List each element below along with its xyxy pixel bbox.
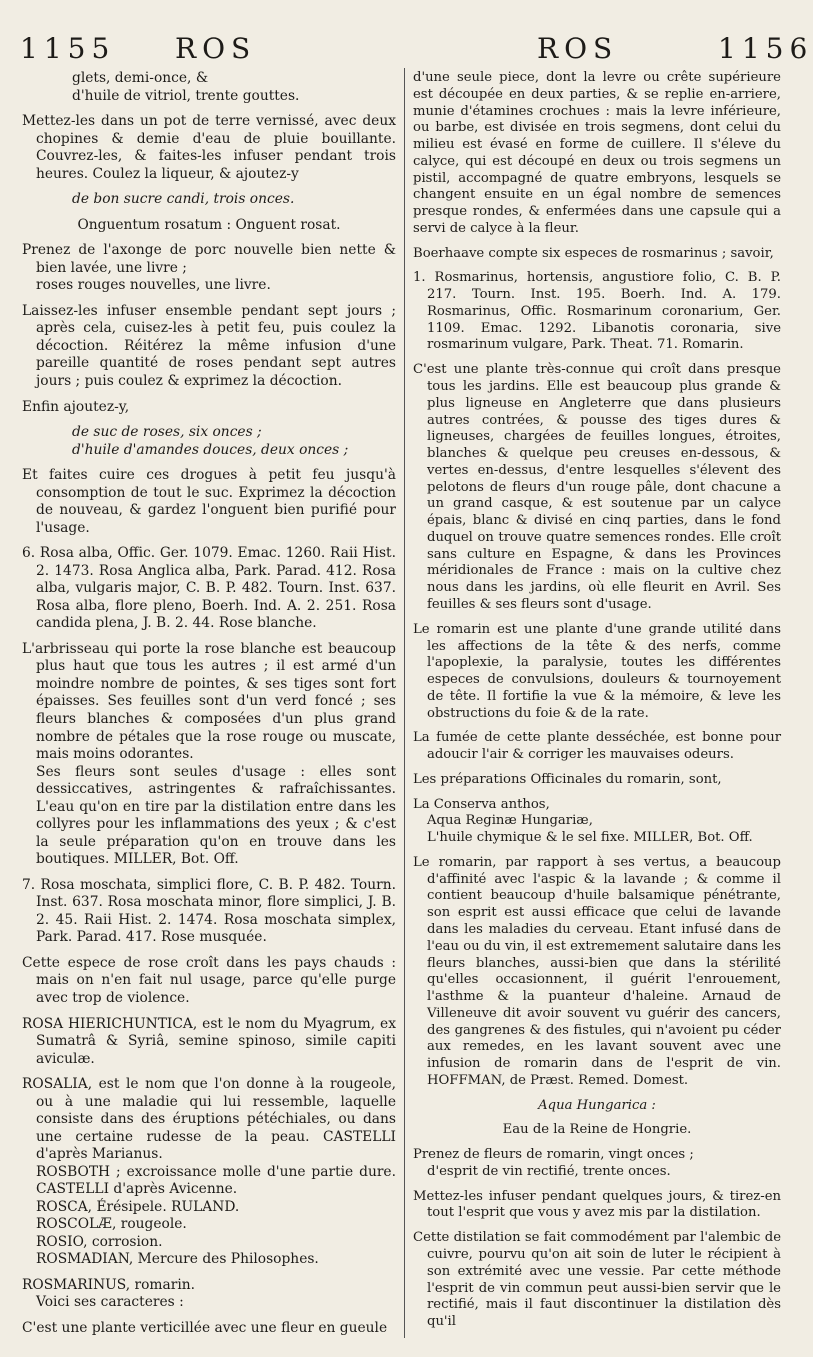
right-column (413, 70, 781, 1339)
paragraph: glets, demi-once, & d'huile de vitriol, trente gouttes. (72, 70, 300, 104)
paragraph: Le romarin, par rapport à ses vertus, a beaucoup d'affinité avec l'aspic & la lavande ; & comme il contient beaucoup d'huile balsamique pénétrante, son esprit est aussi efficace que celui de lavande dans les maladies du cerveau. Etant infusé dans de l'eau ou du vin, il est extremement salutaire dans les fleurs blanches, aussi-bien que dans la stérilité qu'elles occasionnent, il guérit l'enrouement, l'asthme & la puanteur d'haleine. Arnaud de Villeneuve dit avoir souvent vu guérir des cancers, des gangrenes & des fistules, qui n'avoient pu céder aux remedes, en les lavant souvent avec une infusion de romarin dans de l'esprit de vin. HOFFMAN, de Præst. Remed. Domest. (413, 854, 782, 1088)
paragraph: ROSMARINUS, romarin. Voici ses caracteres : (22, 1276, 195, 1311)
paragraph: de suc de roses, six onces ; d'huile d'amandes douces, deux onces ; (72, 424, 349, 458)
paragraph: d'une seule piece, dont la levre ou crête supérieure est découpée en deux parties, & se replie en-arriere, munie d'étamines crochues : mais la levre inférieure, ou barbe, est divisée en trois segmens, dont celui du milieu est évasé en forme de cuillere. Il s'éleve du calyce, qui est découpé en deux ou trois segmens un pistil, accompagné de quatre embryons, lesquels se changent ensuite en un égal nombre de semences presque rondes, & enfermées dans une capsule qui a servi de calyce à la fleur. (413, 70, 781, 236)
paragraph: Eau de la Reine de Hongrie. (502, 1122, 692, 1138)
paragraph: Cette distilation se fait commodément par l'alembic de cuivre, pourvu qu'on ait soin de luter le récipient à son extrémité avec une vessie. Par cette méthode l'esprit de vin commun peut aussi-bien servir que le rectifié, mais il faut discontinuer la distilation dès qu'il (413, 1230, 781, 1330)
paragraph: La fumée de cette plante desséchée, est bonne pour adoucir l'air & corriger les mauvaises odeurs. (413, 730, 781, 763)
paragraph: ROSA HIERICHUNTICA, est le nom du Myagrum, ex Sumatrâ & Syriâ, semine spinoso, simile capiti aviculæ. (22, 1015, 396, 1067)
paragraph: Aqua Hungarica : (538, 1097, 656, 1113)
paragraph: Les préparations Officinales du romarin, sont, (413, 771, 722, 787)
page-number-right: 1156 (718, 32, 813, 65)
paragraph: Enfin ajoutez-y, (22, 398, 130, 415)
column-divider (404, 68, 405, 1338)
paragraph: Et faites cuire ces drogues à petit feu jusqu'à consomption de tout le suc. Exprimez la décoction de nouveau, & gardez l'onguent bien purifié pour l'usage. (22, 467, 396, 536)
paragraph: Mettez-les dans un pot de terre vernissé, avec deux chopines & demie d'eau de pluie bouillante. Couvrez-les, & faites-les infuser pendant trois heures. Coulez la liqueur, & ajoutez-y (22, 113, 396, 182)
paragraph: Le romarin est une plante d'une grande utilité dans les affections de la tête & des nerfs, comme l'apoplexie, la paralysie, toutes les différentes especes de convulsions, douleurs & tournoyement de tête. Il fortifie la vue & la mémoire, & leve les obstructions du foie & de la rate. (413, 621, 781, 721)
running-title-right: ROS (537, 32, 619, 65)
paragraph: C'est une plante très-connue qui croît dans presque tous les jardins. Elle est beaucoup plus grande & plus ligneuse en Angleterre que dans plusieurs autres contrées, & pousse des tiges dures & ligneuses, chargées de feuilles longues, étroites, blanches & quelque peu creuses en-dessous, & vertes en-dessus, d'entre lesquelles s'élevent des pelotons de fleurs d'un rouge pâle, dont chacune a un grand casque, & est soutenue par un calyce épais, blanc & divisé en cinq parties, dans le fond duquel on trouve quatre semences rondes. Elle croît sans culture en Espagne, & dans les Provinces méridionales de France : mais on la cultive chez nous dans les jardins, où elle fleurit en Avril. Ses feuilles & ses fleurs sont d'usage. (413, 362, 781, 612)
paragraph: Prenez de fleurs de romarin, vingt onces ; d'esprit de vin rectifié, trente onces. (413, 1147, 694, 1179)
paragraph: 7. Rosa moschata, simplici flore, C. B. P. 482. Tourn. Inst. 637. Rosa moschata minor, flore simplici, J. B. 2. 45. Raii Hist. 2. 1474. Rosa moschata simplex, Park. Parad. 417. Rose musquée. (22, 876, 396, 946)
paragraph: Boerhaave compte six especes de rosmarinus ; savoir, (413, 245, 774, 261)
paragraph: La Conserva anthos, Aqua Reginæ Hungariæ, L'huile chymique & le sel fixe. MILLER, Bot. Off. (413, 796, 753, 846)
paragraph: Mettez-les infuser pendant quelques jours, & tirez-en tout l'esprit que vous y avez mis par la distilation. (413, 1188, 781, 1221)
page-number-left: 1155 (20, 32, 116, 65)
paragraph: Onguentum rosatum : Onguent rosat. (77, 216, 341, 233)
paragraph: Laissez-les infuser ensemble pendant sept jours ; après cela, cuisez-les à petit feu, puis coulez la décoction. Réitérez la même infusion d'une pareille quantité de roses pendant sept autres jours ; puis coulez & exprimez la décoction. (22, 302, 396, 389)
paragraph: Prenez de l'axonge de porc nouvelle bien nette & bien lavée, une livre ; roses rouges nouvelles, une livre. (22, 242, 396, 294)
running-title-left: ROS (175, 32, 257, 65)
paragraph: L'arbrisseau qui porte la rose blanche est beaucoup plus haut que tous les autres ; il est armé d'un moindre nombre de pointes, & ses tiges sont fort épaisses. Ses feuilles sont d'un verd foncé ; ses fleurs blanches & composées d'un plus grand nombre de pétales que la rose rouge ou muscate, mais moins odorantes. Ses fleurs sont seules d'usage : elles sont dessiccatives, astringentes & rafraîchissantes. L'eau qu'on en tire par la distilation entre dans les collyres pour les inflammations des yeux ; & c'est la seule préparation qu'on en trouve dans les boutiques. MILLER, Bot. Off. (22, 640, 396, 868)
left-column (22, 70, 396, 1346)
paragraph: 6. Rosa alba, Offic. Ger. 1079. Emac. 1260. Raii Hist. 2. 1473. Rosa Anglica alba, Park. Parad. 412. Rosa alba, vulgaris major, C. B. P. 482. Tourn. Inst. 637. Rosa alba, flore pleno, Boerh. Ind. A. 2. 251. Rosa candida plena, J. B. 2. 44. Rose blanche. (22, 545, 396, 632)
paragraph: ROSALIA, est le nom que l'on donne à la rougeole, ou à une maladie qui lui ressemble, laquelle consiste dans des éruptions pétéchiales, ou dans une certaine rudesse de la peau. CASTELLI d'après Marianus. ROSBOTH ; excroissance molle d'une partie dure. CASTELLI d'après Avicenne. ROSCA, Érésipele. RULAND. ROSCOLÆ, rougeole. ROSIO, corrosion. ROSMADIAN, Mercure des Philosophes. (22, 1076, 396, 1268)
paragraph: de bon sucre candi, trois onces. (72, 191, 295, 208)
paragraph: 1. Rosmarinus, hortensis, angustiore folio, C. B. P. 217. Tourn. Inst. 195. Boerh. Ind. A. 179. Rosmarinus, Offic. Rosmarinum coronarium, Ger. 1109. Emac. 1292. Libanotis coronaria, sive rosmarinum vulgare, Park. Theat. 71. Romarin. (413, 270, 781, 353)
paragraph: Cette espece de rose croît dans les pays chauds : mais on n'en fait nul usage, parce qu'elle purge avec trop de violence. (22, 954, 396, 1006)
paragraph: C'est une plante verticillée avec une fleur en gueule (22, 1320, 388, 1336)
